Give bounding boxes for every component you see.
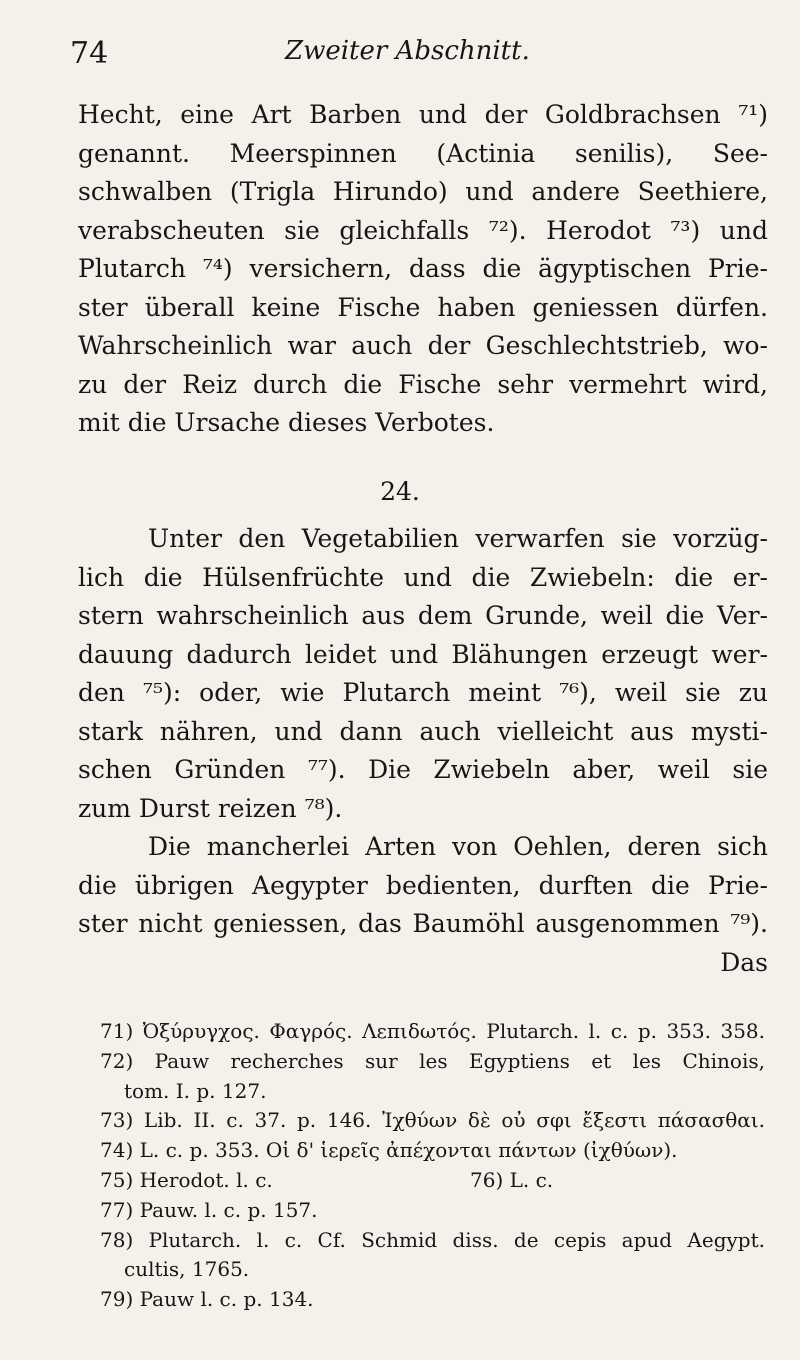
text-line: dauung dadurch leidet und Blähungen erzeugt wer- bbox=[78, 639, 768, 669]
text-line: stark nähren, und dann auch vielleicht aus mysti- bbox=[78, 716, 768, 746]
text-line: Wahrscheinlich war auch der Geschlechtstrieb, wo- bbox=[78, 331, 768, 360]
running-title: Zweiter Abschnitt. bbox=[285, 36, 530, 66]
footnote: 73) Lib. II. c. 37. p. 146. Ἰχθύων δὲ οὐ σφι ἔξεστι πάσασθαι. bbox=[100, 1108, 765, 1133]
page-header bbox=[70, 36, 740, 76]
footnote: 79) Pauw l. c. p. 134. bbox=[100, 1287, 314, 1312]
text-line: lich die Hülsenfrüchte und die Zwiebeln: die er- bbox=[78, 562, 768, 592]
text-line: ster nicht geniessen, das Baumöhl ausgenommen ⁷⁹). bbox=[78, 909, 768, 938]
text-line: die übrigen Aegypter bedienten, durften die Prie- bbox=[78, 870, 768, 900]
text-line: zum Durst reizen ⁷⁸). bbox=[78, 793, 343, 823]
paragraph-1 bbox=[78, 96, 768, 443]
text-line: Die mancherlei Arten von Oehlen, deren sich bbox=[148, 832, 768, 861]
text-line: stern wahrscheinlich aus dem Grunde, weil die Ver- bbox=[78, 601, 768, 630]
text-line: Plutarch ⁷⁴) versichern, dass die ägyptischen Prie- bbox=[78, 254, 768, 283]
paragraph-2 bbox=[78, 520, 768, 828]
catchword: Das bbox=[720, 947, 768, 977]
text-line: zu der Reiz durch die Fische sehr vermehrt wird, bbox=[78, 369, 768, 399]
footnote-continuation: tom. I. p. 127. bbox=[124, 1078, 267, 1103]
text-line: schen Gründen ⁷⁷). Die Zwiebeln aber, weil sie bbox=[78, 755, 768, 784]
footnotes bbox=[100, 1017, 765, 1315]
text-line: schwalben (Trigla Hirundo) und andere Seethiere, bbox=[78, 177, 768, 206]
text-line: verabscheuten sie gleichfalls ⁷²). Herodot ⁷³) und bbox=[78, 215, 768, 245]
text-line: ster überall keine Fische haben geniessen dürfen. bbox=[78, 292, 768, 322]
footnote: 71) Ὀξύρυγχος. Φαγρός. Λεπιδωτός. Plutarch. l. c. p. 353. 358. bbox=[100, 1019, 765, 1043]
text-line: Hecht, eine Art Barben und der Goldbrachsen ⁷¹) bbox=[78, 100, 768, 129]
text-line: Unter den Vegetabilien verwarfen sie vorzüg- bbox=[148, 524, 768, 553]
text-line: genannt. Meerspinnen (Actinia senilis), See- bbox=[78, 138, 768, 168]
footnote: 78) Plutarch. l. c. Cf. Schmid diss. de cepis apud Aegypt. bbox=[100, 1227, 765, 1252]
page-number: 74 bbox=[70, 36, 109, 71]
section-number: 24. bbox=[380, 477, 420, 506]
footnote-continuation: cultis, 1765. bbox=[124, 1257, 250, 1282]
footnote: 75) Herodot. l. c. bbox=[100, 1167, 273, 1192]
footnote-pair bbox=[100, 1166, 765, 1196]
text-line: den ⁷⁵): oder, wie Plutarch meint ⁷⁶), weil sie zu bbox=[78, 678, 768, 707]
text-line: mit die Ursache dieses Verbotes. bbox=[78, 408, 495, 437]
footnote: 74) L. c. p. 353. Οἱ δ' ἱερεῖς ἀπέχονται πάντων (ἰχθύων). bbox=[100, 1138, 678, 1163]
paragraph-3 bbox=[78, 828, 768, 982]
footnote: 76) L. c. bbox=[470, 1167, 554, 1192]
footnote: 77) Pauw. l. c. p. 157. bbox=[100, 1197, 318, 1222]
footnote: 72) Pauw recherches sur les Egyptiens et les Chinois, bbox=[100, 1048, 765, 1073]
